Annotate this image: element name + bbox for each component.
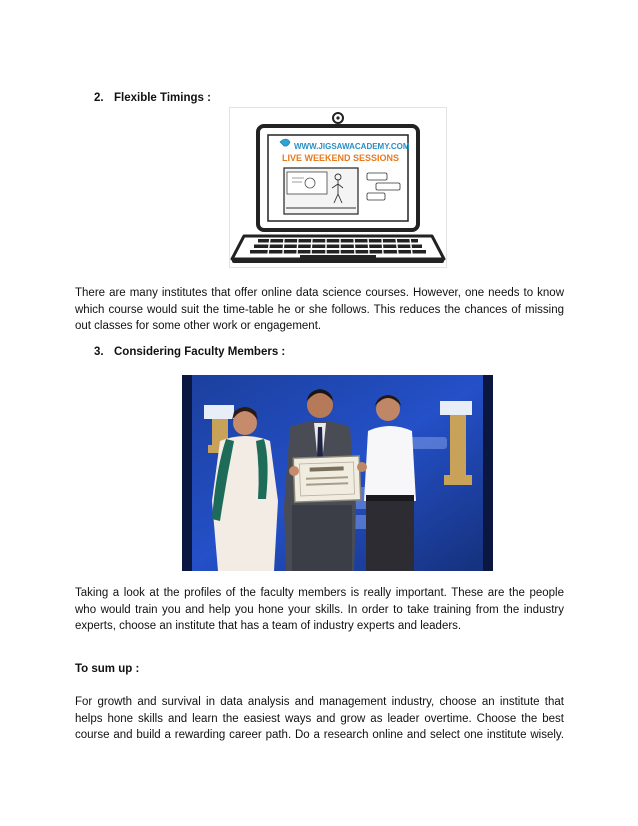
laptop-illustration — [229, 107, 447, 268]
award-ceremony-photo — [182, 375, 493, 571]
heading-title: Flexible Timings : — [114, 92, 211, 104]
paragraph-line: For growth and survival in data analysis and management industry, choose an institute that — [75, 696, 564, 708]
heading-flexible-timings — [94, 92, 211, 104]
heading-title: To sum up : — [75, 663, 140, 675]
paragraph-sum-up — [75, 694, 564, 744]
paragraph-line: which course would suit the time-table he or she follows. This reduces the chances of missing — [75, 303, 564, 316]
heading-number: 3. — [94, 346, 104, 358]
paragraph-line: course and build a rewarding career path. Do a research online and select one institute wisely. — [75, 729, 564, 741]
heading-sum-up — [75, 663, 139, 675]
paragraph-line: experts, choose an institute that has a team of industry experts and leaders. — [75, 620, 462, 632]
laptop-drawing — [230, 108, 446, 267]
heading-number: 2. — [94, 92, 104, 104]
paragraph-line: helps hone skills and learn the easiest ways and grow as leader overtime. Choose the best — [75, 712, 564, 725]
illustration-caption: LIVE WEEKEND SESSIONS — [282, 153, 400, 163]
illustration-url: WWW.JIGSAWACADEMY.COM — [294, 142, 410, 151]
paragraph-faculty-members — [75, 585, 564, 635]
paragraph-line: who would train you and help you hone your skills. In order to take training from the industry — [75, 603, 564, 616]
award-photo-drawing — [182, 375, 493, 571]
heading-title: Considering Faculty Members : — [114, 346, 286, 358]
heading-faculty-members — [94, 346, 285, 358]
paragraph-line: out classes for some other work or engagement. — [75, 320, 322, 332]
paragraph-flexible-timings — [75, 285, 564, 335]
paragraph-line: There are many institutes that offer online data science courses. However, one needs to know — [75, 287, 564, 299]
paragraph-line: Taking a look at the profiles of the faculty members is really important. These are the people — [75, 587, 564, 599]
